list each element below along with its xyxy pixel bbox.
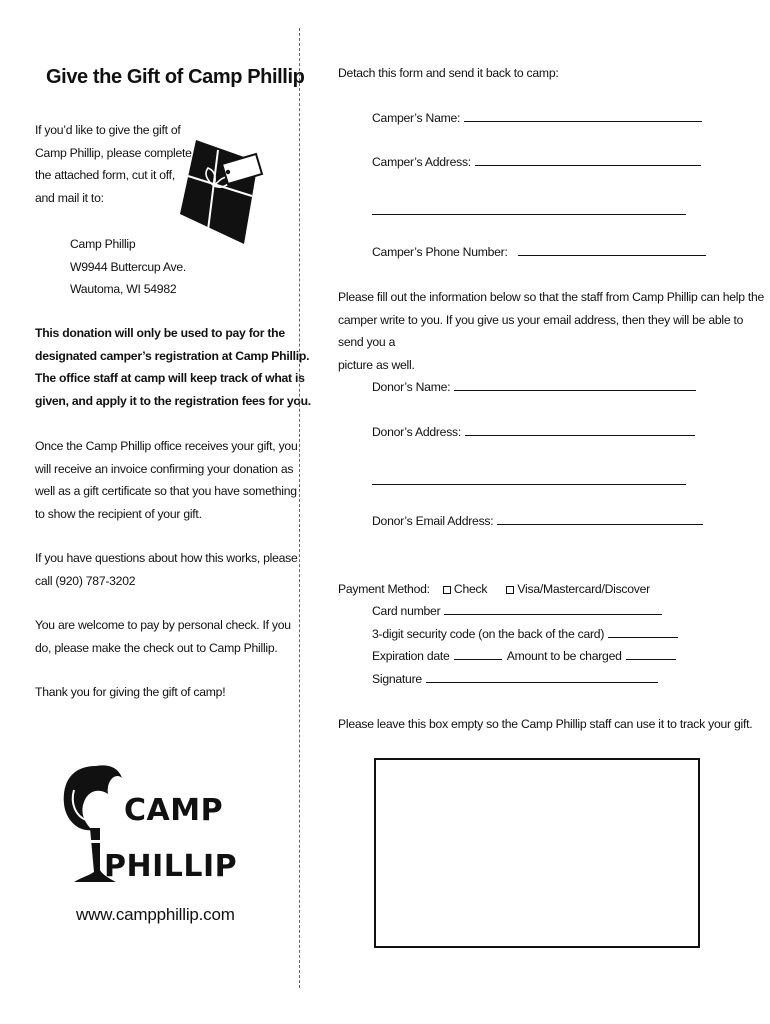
- campers-address-line-2[interactable]: [372, 214, 686, 215]
- info-line: picture as well.: [338, 357, 415, 372]
- gift-package-icon: [178, 132, 264, 248]
- checkbox-check[interactable]: [443, 586, 451, 594]
- payment-option-card-label: Visa/Mastercard/Discover: [517, 582, 650, 596]
- notice-line: given, and apply it to the registration fees for you.: [35, 393, 311, 408]
- expiration-label: Expiration date: [372, 649, 450, 663]
- amount-label: Amount to be charged: [506, 649, 622, 663]
- checkbox-card[interactable]: [506, 586, 514, 594]
- donors-address-line[interactable]: [465, 423, 695, 436]
- intro-line: Camp Phillip, please complete: [35, 145, 192, 160]
- signature-line[interactable]: [426, 670, 658, 683]
- campers-phone-field[interactable]: [372, 241, 706, 264]
- page-title: Give the Gift of Camp Phillip: [46, 66, 305, 88]
- notice-line: This donation will only be used to pay for the: [35, 326, 285, 340]
- donation-notice: [35, 322, 311, 412]
- info-line: Please fill out the information below so that the staff from Camp Phillip can help the: [338, 290, 765, 304]
- invoice-line: to show the recipient of your gift.: [35, 506, 202, 521]
- campers-address-line[interactable]: [475, 153, 701, 166]
- donors-address-line-2[interactable]: [372, 484, 686, 485]
- mailing-address: [70, 233, 186, 301]
- signature-field[interactable]: [372, 668, 658, 691]
- info-paragraph: [338, 286, 770, 376]
- invoice-info: [35, 435, 297, 525]
- box-note: Please leave this box empty so the Camp Phillip staff can use it to track your gift.: [338, 717, 753, 731]
- donors-email-field[interactable]: [372, 510, 703, 533]
- check-line: You are welcome to pay by personal check. If you: [35, 618, 291, 632]
- security-code-field[interactable]: [372, 623, 678, 646]
- security-code-label: 3-digit security code (on the back of the card): [372, 627, 605, 641]
- donors-address-field[interactable]: [372, 421, 695, 444]
- card-number-label: Card number: [372, 604, 441, 618]
- address-line: W9944 Buttercup Ave.: [70, 259, 187, 274]
- donors-name-label: Donor’s Name:: [372, 380, 451, 394]
- detach-instruction: Detach this form and send it back to camp:: [338, 66, 559, 80]
- payment-method-label: Payment Method:: [338, 582, 430, 596]
- donors-name-line[interactable]: [454, 378, 696, 391]
- payment-option-card[interactable]: [506, 578, 650, 601]
- questions-info: [35, 547, 298, 592]
- address-line: Camp Phillip: [70, 237, 136, 251]
- check-info: [35, 614, 291, 659]
- invoice-line: will receive an invoice confirming your donation as: [35, 461, 294, 476]
- notice-line: The office staff at camp will keep track of what is: [35, 371, 305, 385]
- website-link[interactable]: www.campphillip.com: [76, 905, 235, 924]
- donors-name-field[interactable]: [372, 376, 696, 399]
- donors-address-label: Donor’s Address:: [372, 425, 462, 439]
- questions-line: call (920) 787-3202: [35, 573, 136, 588]
- camp-phillip-logo: [60, 760, 240, 890]
- invoice-line: well as a gift certificate so that you have something: [35, 484, 297, 498]
- payment-option-check-label: Check: [453, 582, 488, 596]
- campers-address-label: Camper’s Address:: [372, 155, 471, 169]
- payment-option-check[interactable]: [443, 578, 487, 601]
- campers-address-field[interactable]: [372, 151, 701, 174]
- campers-name-label: Camper’s Name:: [372, 111, 461, 125]
- thanks-text: Thank you for giving the gift of camp!: [35, 685, 226, 699]
- address-line: Wautoma, WI 54982: [70, 282, 177, 296]
- card-number-field[interactable]: [372, 600, 662, 623]
- office-use-box: [374, 758, 700, 948]
- cut-line: [299, 28, 300, 988]
- check-line: do, please make the check out to Camp Phillip.: [35, 640, 278, 655]
- invoice-line: Once the Camp Phillip office receives your gift, you: [35, 439, 298, 453]
- donors-email-line[interactable]: [497, 512, 703, 525]
- amount-line[interactable]: [626, 647, 676, 660]
- intro-line: and mail it to:: [35, 190, 104, 205]
- payment-method: [338, 578, 650, 601]
- donors-email-label: Donor’s Email Address:: [372, 514, 494, 528]
- campers-name-field[interactable]: [372, 107, 702, 130]
- campers-phone-line[interactable]: [518, 243, 706, 256]
- questions-line: If you have questions about how this works, please: [35, 551, 298, 565]
- signature-label: Signature: [372, 672, 422, 686]
- intro-line: If you’d like to give the gift of: [35, 123, 181, 137]
- logo-word-phillip: PHILLIP: [104, 849, 238, 884]
- intro-line: the attached form, cut it off,: [35, 168, 175, 182]
- expiration-line[interactable]: [454, 647, 502, 660]
- expiration-field[interactable]: [372, 645, 676, 668]
- security-code-line[interactable]: [608, 625, 678, 638]
- notice-line: designated camper’s registration at Camp Phillip.: [35, 348, 310, 363]
- logo-word-camp: CAMP: [124, 793, 224, 828]
- info-line: camper write to you. If you give us your email address, then they will be able to send you a: [338, 312, 744, 349]
- campers-name-line[interactable]: [464, 109, 702, 122]
- campers-phone-label: Camper’s Phone Number:: [372, 245, 508, 259]
- card-number-line[interactable]: [444, 602, 662, 615]
- intro-text: [35, 119, 192, 209]
